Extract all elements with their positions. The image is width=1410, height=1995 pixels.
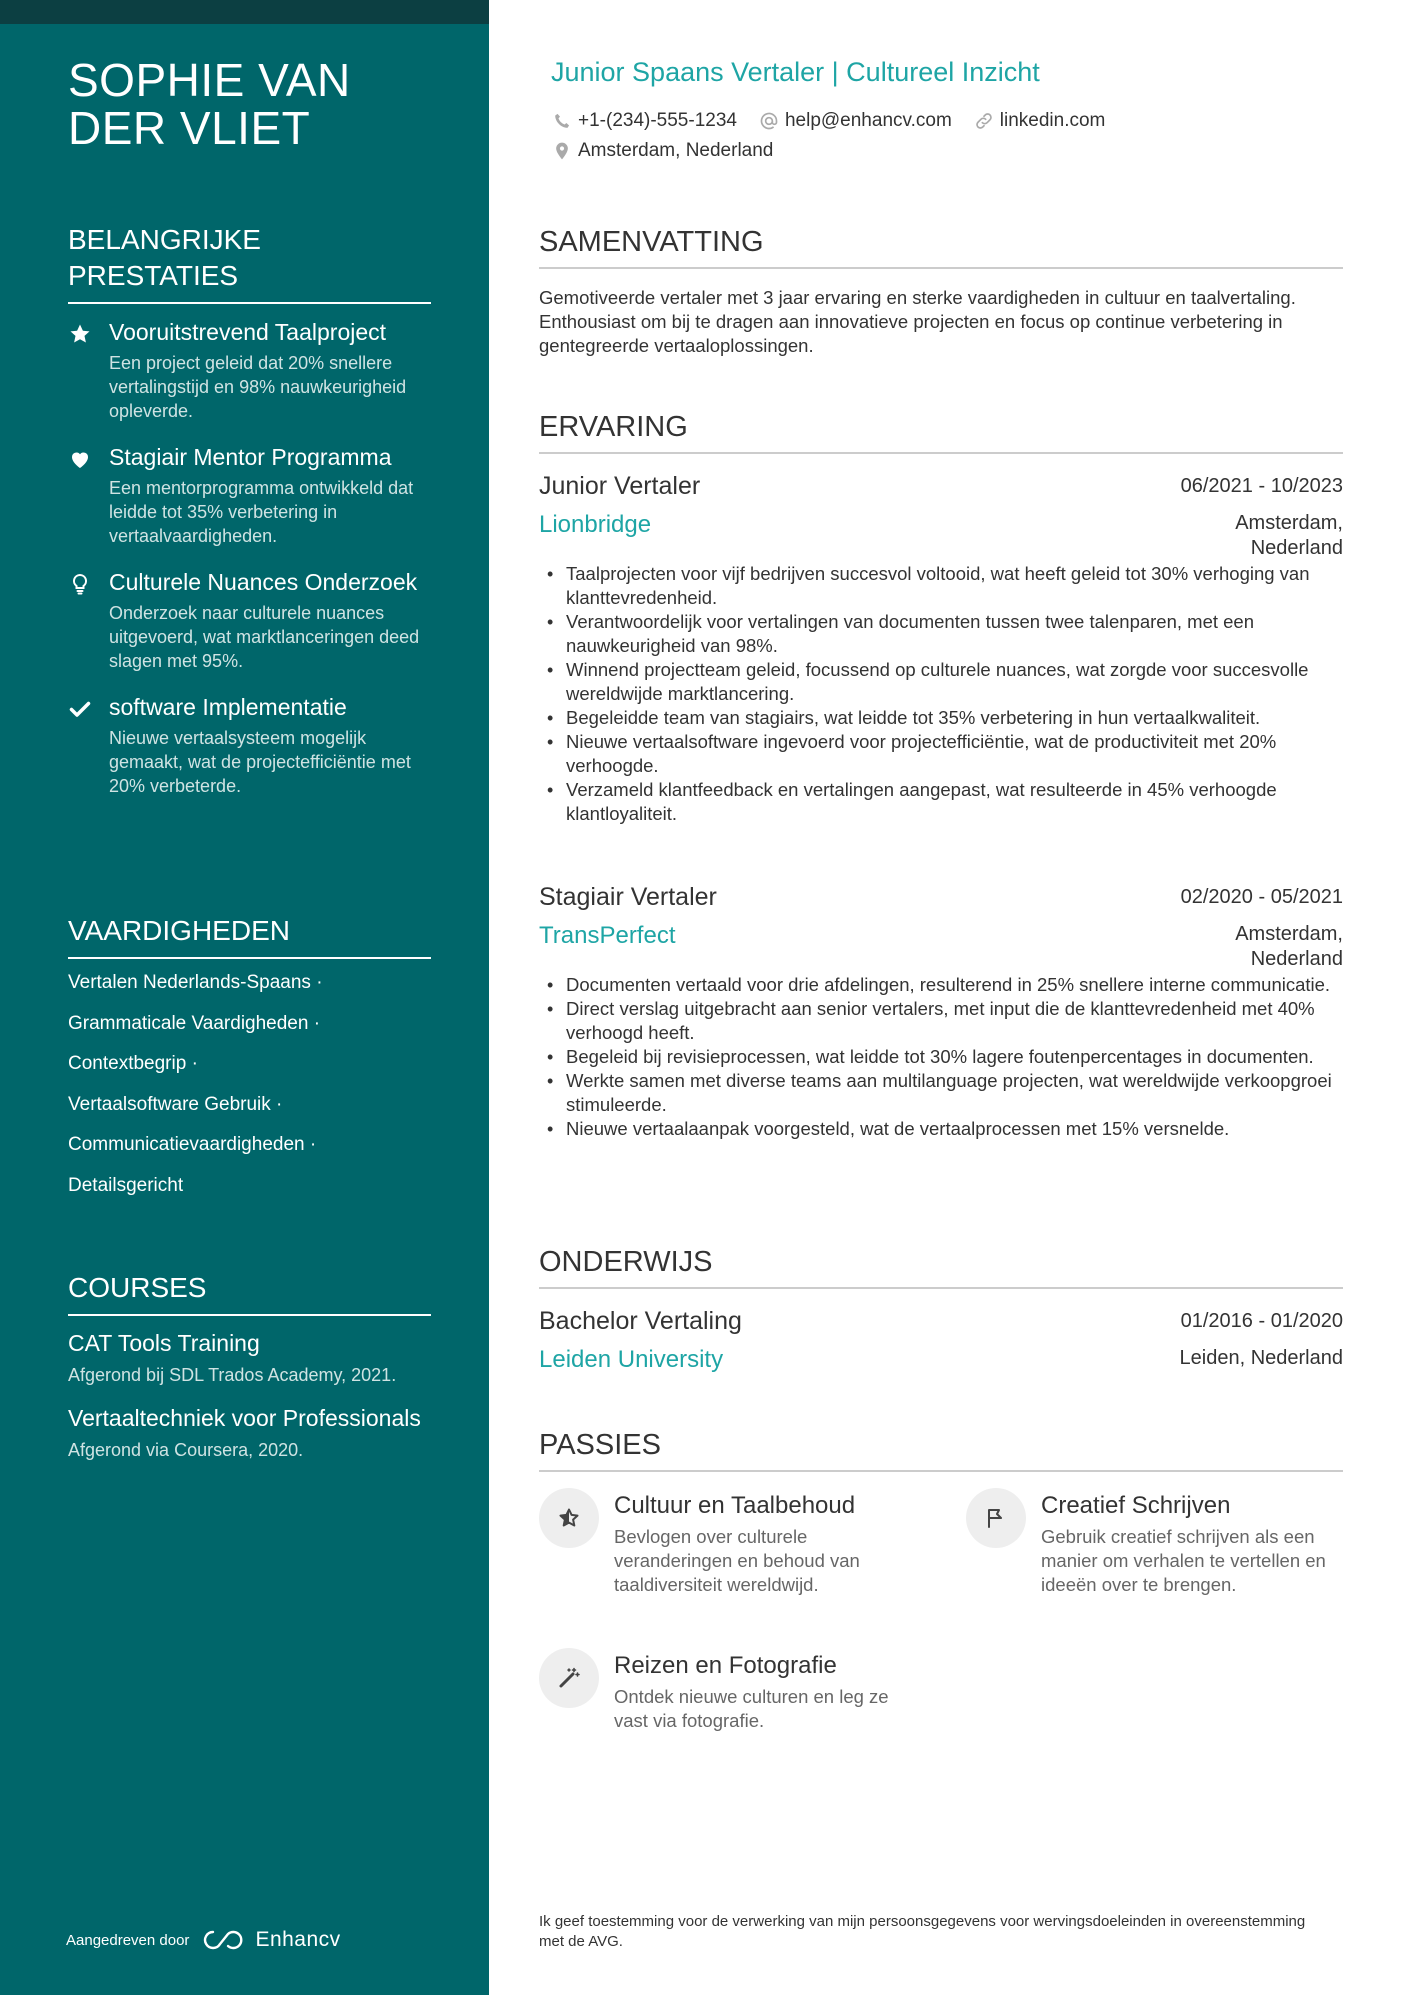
job-entry — [539, 470, 1343, 826]
job-title: Stagiair Vertaler — [539, 883, 717, 911]
summary-title: SAMENVATTING — [539, 224, 1343, 269]
job-company: Lionbridge — [539, 511, 652, 538]
achievement-item — [68, 318, 431, 423]
email-text: help@enhancv.com — [784, 110, 952, 131]
course-title: Vertaaltechniek voor Professionals — [68, 1405, 421, 1431]
job-bullet: • Verzameld klantfeedback en vertalingen aangepast, wat resulteerde in 45% verhoogde klantloyaliteit. — [539, 778, 1339, 826]
phone-icon — [552, 111, 572, 131]
education-entry — [539, 1305, 1343, 1397]
passion-title: Creatief Schrijven — [1041, 1492, 1231, 1519]
passion-icon-wrap — [966, 1488, 1026, 1548]
job-bullet: • Nieuwe vertaalaanpak voorgesteld, wat de vertaalprocessen met 15% versnelde. — [539, 1117, 1339, 1141]
at-icon — [759, 111, 779, 131]
achievement-desc: Een mentorprogramma ontwikkeld dat leidde tot 35% verbetering in vertaalvaardigheden. — [109, 478, 414, 546]
consent-text: Ik geef toestemming voor de verwerking van mijn persoonsgegevens voor wervingsdoeleinden in overeenstemming met de AVG. — [539, 1913, 1306, 1950]
achievement-desc: Een project geleid dat 20% snellere vertalingstijd en 98% nauwkeurigheid opleverde. — [109, 353, 407, 421]
passion-icon-wrap — [539, 1488, 599, 1548]
location-text: Amsterdam, Nederland — [578, 140, 774, 161]
achievement-title: Stagiair Mentor Programma — [109, 444, 392, 470]
job-subheader — [539, 921, 1343, 973]
summary-text: Gemotiveerde vertaler met 3 jaar ervaring en sterke vaardigheden in cultuur en taalvertaling. Enthousiast om bij te dragen aan innovatieve projecten en focus op continue verbetering in gentegreerde vertaaloplossingen. — [539, 287, 1296, 356]
achievement-item — [68, 443, 431, 548]
skills-list — [68, 971, 431, 1214]
skills-section — [68, 913, 431, 1214]
phone-contact[interactable] — [552, 109, 737, 133]
candidate-name: SOPHIE VAN DER VLIET — [68, 54, 351, 154]
education-subheader — [539, 1345, 1343, 1397]
skill-item: Detailsgericht — [68, 1174, 184, 1196]
job-title: Junior Vertaler — [539, 472, 701, 500]
job-entry — [539, 881, 1343, 1141]
course-title: CAT Tools Training — [68, 1330, 260, 1356]
education-title: ONDERWIJS — [539, 1244, 1343, 1289]
star-outline-icon — [557, 1506, 581, 1530]
location-contact — [552, 139, 773, 163]
job-bullet: • Begeleidde team van stagiairs, wat leidde tot 35% verbetering in hun vertaalkwaliteit. — [539, 706, 1339, 730]
contact-row — [552, 136, 1105, 166]
sidebar-top-bar — [0, 0, 489, 24]
achievement-title: Vooruitstrevend Taalproject — [109, 319, 387, 345]
contact-row — [552, 106, 1105, 136]
powered-by — [66, 1928, 341, 1952]
passion-title: Cultuur en Taalbehoud — [614, 1492, 856, 1519]
passion-title: Reizen en Fotografie — [614, 1652, 837, 1679]
achievement-item — [68, 568, 431, 673]
headline: Junior Spaans Vertaler | Cultureel Inzicht — [551, 57, 1040, 87]
passion-icon-wrap — [539, 1648, 599, 1708]
course-desc: Afgerond bij SDL Trados Academy, 2021. — [68, 1365, 397, 1385]
linkedin-text: linkedin.com — [999, 110, 1106, 131]
job-bullet: • Verantwoordelijk voor vertalingen van documenten tussen twee talenparen, met een nauwkeurigheid van 98%. — [539, 610, 1339, 658]
passion-desc: Gebruik creatief schrijven als een manier om verhalen te vertellen en ideeën over te brengen. — [1041, 1526, 1326, 1595]
job-bullet: • Taalprojecten voor vijf bedrijven succesvol voltooid, wat heeft geleid tot 30% verhoging van klanttevredenheid. — [539, 562, 1339, 610]
magic-wand-icon — [557, 1666, 581, 1690]
job-bullet: • Winnend projectteam geleid, focussend op culturele nuances, wat zorgde voor succesvolle wereldwijde marktlancering. — [539, 658, 1339, 706]
job-bullets — [539, 562, 1343, 826]
job-bullet: • Documenten vertaald voor drie afdelingen, resulterend in 25% snellere interne communicatie. — [539, 973, 1339, 997]
school: Leiden University — [539, 1346, 724, 1373]
job-company: TransPerfect — [539, 922, 676, 949]
lightbulb-icon — [68, 572, 92, 596]
achievements-title: BELANGRIJKE PRESTATIES — [68, 222, 431, 304]
skill-item: Vertaalsoftware Gebruik · — [68, 1093, 283, 1115]
achievement-desc: Nieuwe vertaalsysteem mogelijk gemaakt, wat de projectefficiëntie met 20% verbeterde. — [109, 728, 411, 796]
job-dates: 02/2020 - 05/2021 — [1180, 886, 1343, 908]
job-bullet: • Begeleid bij revisieprocessen, wat leidde tot 30% lagere foutenpercentages in documenten. — [539, 1045, 1339, 1069]
brand-name: Enhancv — [255, 1928, 341, 1951]
skill-item: Grammaticale Vaardigheden · — [68, 1012, 321, 1034]
experience-title: ERVARING — [539, 409, 1343, 454]
job-location: Amsterdam, Nederland — [1235, 512, 1343, 559]
check-icon — [68, 697, 92, 721]
achievement-desc: Onderzoek naar culturele nuances uitgevoerd, wat marktlanceringen deed slagen met 95%. — [109, 603, 420, 671]
achievement-title: software Implementatie — [109, 694, 347, 720]
job-header — [539, 470, 1343, 510]
sidebar — [0, 0, 489, 1995]
job-location: Amsterdam, Nederland — [1235, 923, 1343, 970]
powered-by-text: Aangedreven door — [66, 1931, 190, 1949]
heart-icon — [68, 447, 92, 471]
location-pin-icon — [552, 141, 572, 161]
job-bullet: • Nieuwe vertaalsoftware ingevoerd voor projectefficiëntie, wat de productiviteit met 20% verhoogde. — [539, 730, 1339, 778]
passions-title: PASSIES — [539, 1427, 1343, 1472]
job-header — [539, 881, 1343, 921]
skills-title: VAARDIGHEDEN — [68, 913, 431, 959]
job-dates: 06/2021 - 10/2023 — [1180, 475, 1343, 497]
courses-section — [68, 1270, 431, 1462]
course-item — [68, 1404, 431, 1462]
link-icon — [974, 111, 994, 131]
contact-info — [552, 106, 1105, 166]
enhancv-logo-icon — [201, 1928, 247, 1952]
passion-desc: Bevlogen over culturele veranderingen en behoud van taaldiversiteit wereldwijd. — [614, 1526, 860, 1595]
passion-desc: Ontdek nieuwe culturen en leg ze vast via fotografie. — [614, 1686, 889, 1731]
education-dates: 01/2016 - 01/2020 — [1180, 1310, 1343, 1332]
job-bullet: • Werkte samen met diverse teams aan multilanguage projecten, wat wereldwijde verkoopgroei stimuleerde. — [539, 1069, 1339, 1117]
achievement-item — [68, 693, 431, 798]
education-header — [539, 1305, 1343, 1345]
job-subheader — [539, 510, 1343, 562]
email-contact[interactable] — [759, 109, 952, 133]
skill-item: Communicatievaardigheden · — [68, 1134, 317, 1155]
enhancv-logo[interactable] — [201, 1928, 340, 1952]
course-desc: Afgerond via Coursera, 2020. — [68, 1440, 304, 1460]
degree: Bachelor Vertaling — [539, 1307, 742, 1335]
achievement-title: Culturele Nuances Onderzoek — [109, 569, 418, 595]
job-bullets — [539, 973, 1343, 1141]
achievements-section — [68, 222, 431, 798]
education-location: Leiden, Nederland — [1179, 1347, 1343, 1369]
star-icon — [68, 322, 92, 346]
courses-title: COURSES — [68, 1270, 431, 1316]
skill-item: Vertalen Nederlands-Spaans · — [68, 972, 323, 993]
phone-text: +1-(234)-555-1234 — [578, 110, 737, 131]
flag-icon — [984, 1506, 1008, 1530]
job-bullet: • Direct verslag uitgebracht aan senior vertalers, met input die de klanttevredenheid met 40% verhoogd heeft. — [539, 997, 1339, 1045]
course-item — [68, 1329, 431, 1387]
skill-item: Contextbegrip · — [68, 1053, 198, 1074]
linkedin-contact[interactable] — [974, 109, 1106, 133]
